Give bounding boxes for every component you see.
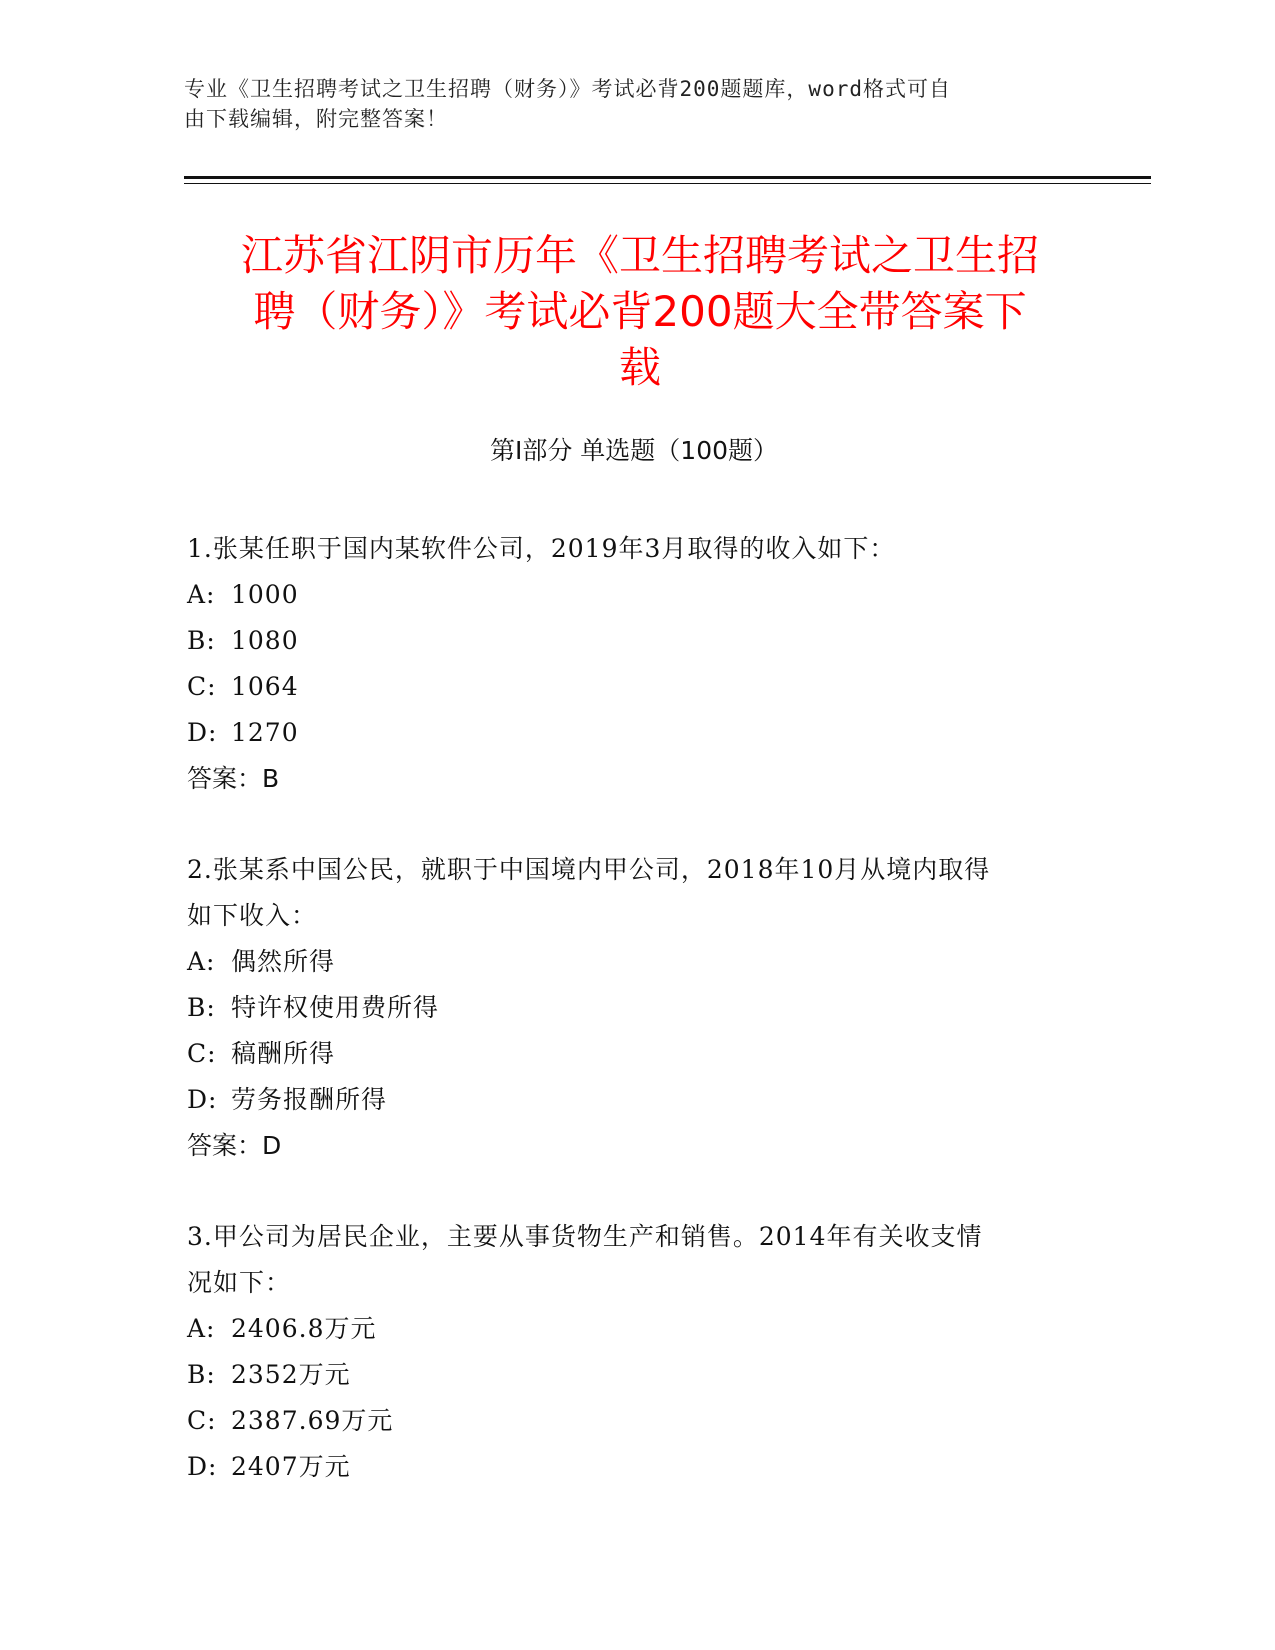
option-b: [187, 618, 1087, 664]
question-stem: [187, 526, 1087, 572]
document-title: [190, 228, 1090, 396]
option-text: 劳务报酬所得: [231, 1085, 388, 1114]
question-list: [187, 526, 1087, 1535]
option-text: 1080: [231, 626, 299, 655]
option-text: 2387.69万元: [231, 1406, 394, 1435]
option-a: [187, 939, 1087, 985]
option-d: [187, 1077, 1087, 1123]
option-key: D:: [187, 1452, 218, 1481]
option-text: 特许权使用费所得: [231, 993, 440, 1022]
option-text: 2407万元: [231, 1452, 351, 1481]
question-stem-line: 如下收入：: [187, 901, 318, 930]
option-text: 偶然所得: [231, 947, 336, 976]
option-key: D:: [187, 1085, 218, 1114]
option-text: 1064: [231, 672, 299, 701]
question-item: [187, 1214, 1087, 1490]
option-key: C:: [187, 1406, 217, 1435]
header-note-line-2: 由下载编辑，附完整答案！: [184, 107, 448, 131]
option-key: B:: [187, 993, 216, 1022]
option-key: A:: [187, 947, 216, 976]
option-key: A:: [187, 1314, 216, 1343]
option-key: C:: [187, 672, 217, 701]
header-note-line-1: 专业《卫生招聘考试之卫生招聘（财务）》考试必背200题题库，word格式可自: [184, 77, 951, 101]
option-text: 1000: [231, 580, 299, 609]
option-text: 2352万元: [231, 1360, 351, 1389]
option-d: [187, 1444, 1087, 1490]
option-c: [187, 664, 1087, 710]
option-b: [187, 1352, 1087, 1398]
option-a: [187, 1306, 1087, 1352]
option-b: [187, 985, 1087, 1031]
option-text: 1270: [231, 718, 299, 747]
question-item: [187, 526, 1087, 802]
document-title-line-1: 江苏省江阴市历年《卫生招聘考试之卫生招: [240, 231, 1039, 280]
option-key: B:: [187, 1360, 216, 1389]
option-key: C:: [187, 1039, 217, 1068]
question-stem-line: 2.张某系中国公民，就职于中国境内甲公司，2018年10月从境内取得: [187, 855, 991, 884]
question-stem-line: 况如下：: [187, 1268, 292, 1297]
answer-label: 答案：D: [187, 1131, 282, 1160]
question-item: [187, 847, 1087, 1169]
question-stem-line: 3.甲公司为居民企业，主要从事货物生产和销售。2014年有关收支情: [187, 1222, 983, 1251]
question-stem-line: 1.张某任职于国内某软件公司，2019年3月取得的收入如下：: [187, 534, 896, 563]
option-c: [187, 1398, 1087, 1444]
question-stem: [187, 1214, 1087, 1306]
option-a: [187, 572, 1087, 618]
header-divider-thick: [184, 176, 1151, 179]
document-title-line-3: 载: [618, 343, 661, 392]
question-stem: [187, 847, 1087, 939]
option-key: A:: [187, 580, 216, 609]
option-key: B:: [187, 626, 216, 655]
header-divider-thin: [184, 183, 1151, 184]
option-d: [187, 710, 1087, 756]
option-text: 2406.8万元: [231, 1314, 377, 1343]
option-c: [187, 1031, 1087, 1077]
option-text: 稿酬所得: [231, 1039, 336, 1068]
document-title-line-2: 聘（财务）》考试必背200题大全带答案下: [253, 287, 1027, 336]
option-key: D:: [187, 718, 218, 747]
header-note: [184, 74, 1064, 134]
answer-label: 答案：B: [187, 764, 280, 793]
section-title: 第Ⅰ部分 单选题（100题）: [489, 436, 779, 465]
